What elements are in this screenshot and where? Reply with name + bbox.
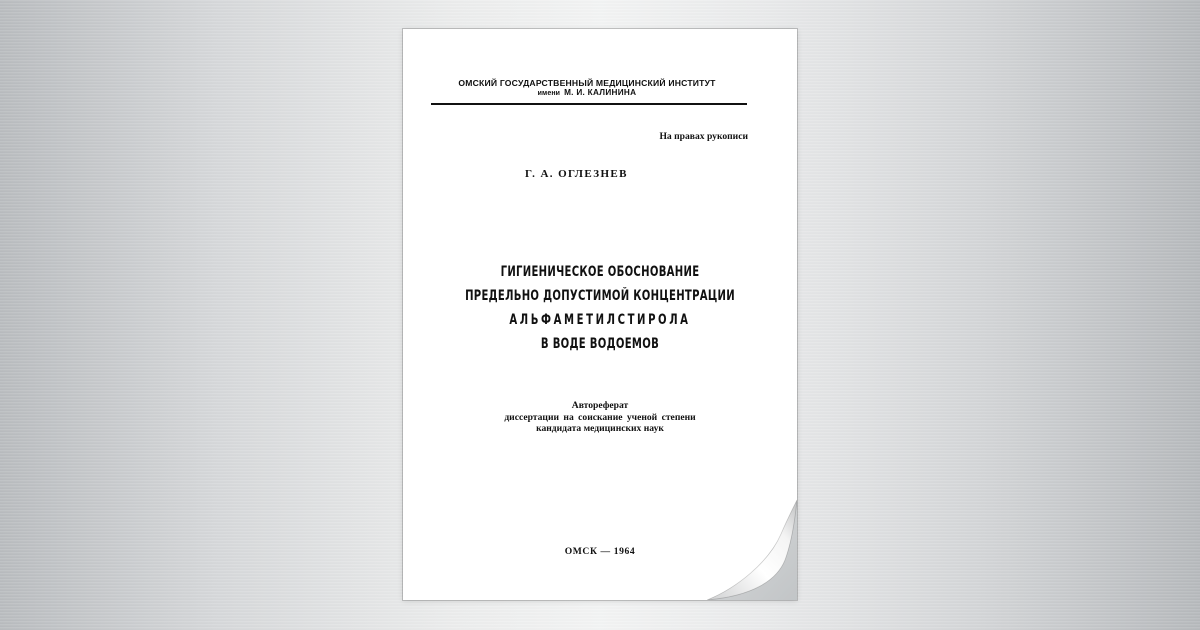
abstract-line: диссертации на соискание ученой степени [504,411,696,423]
institute-named-person: М. И. КАЛИНИНА [564,88,637,97]
page-curl-icon [707,480,797,600]
rights-note: На правах рукописи [659,131,748,142]
title-block [403,260,797,356]
title-line: АЛЬФАМЕТИЛСТИРОЛА [509,312,691,328]
city-year: ОМСК — 1964 [564,546,636,557]
title-line: В ВОДЕ ВОДОЕМОВ [540,336,660,352]
abstract-description [403,400,797,435]
title-line: ПРЕДЕЛЬНО ДОПУСТИМОЙ КОНЦЕНТРАЦИИ [465,288,735,304]
document-page [403,29,797,600]
institute-header [429,78,745,99]
title-line: ГИГИЕНИЧЕСКОЕ ОБОСНОВАНИЕ [500,264,700,280]
institute-named-prefix: имени [537,90,561,97]
institute-named [429,88,745,99]
abstract-line: Автореферат [571,400,629,411]
author-name: Г. А. ОГЛЕЗНЕВ [525,168,628,180]
header-rule [431,103,747,105]
abstract-line: кандидата медицинских наук [536,423,664,434]
institute-name: ОМСКИЙ ГОСУДАРСТВЕННЫЙ МЕДИЦИНСКИЙ ИНСТИТУТ [458,78,716,88]
